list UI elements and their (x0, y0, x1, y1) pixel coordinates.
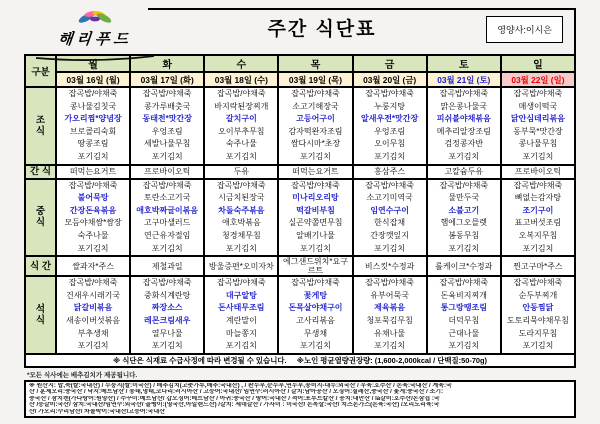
menu-item: 매생이떡국 (518, 101, 558, 111)
menu-item: 중화식계란탕 (144, 290, 191, 300)
menu-item: 포기김치 (522, 243, 554, 253)
snack-cell: 홍삼주스 (353, 165, 427, 179)
menu-item: 간장돈육볶음 (69, 205, 117, 215)
page-title: 주간 식단표 (267, 19, 377, 40)
menu-item: 토란소고기국 (144, 193, 191, 203)
menu-item: 숙주나물 (77, 230, 109, 240)
menu-item: 숙주나물 (225, 139, 257, 149)
date-row (25, 72, 575, 87)
menu-item: 꽃게탕 (303, 290, 328, 300)
menu-item: 피쉬볼야채볶음 (436, 114, 491, 124)
menu-item: 세발나물무침 (144, 139, 191, 149)
corner-label: 구분 (25, 55, 56, 87)
menu-item: 감자떡완자조림 (288, 126, 343, 136)
menu-item: 유부어묵국 (370, 290, 409, 300)
menu-item: 포기김치 (300, 243, 331, 253)
menu-item: 알배기나물 (296, 230, 335, 240)
menu-item: 돈사태무조림 (218, 303, 265, 313)
meal-cell (278, 87, 352, 165)
menu-item: 잡곡밥/야채죽 (513, 89, 563, 98)
meal-cell (204, 276, 278, 354)
menu-item: 알새우전*맛간장 (361, 114, 419, 124)
day-header: 금 (353, 55, 427, 72)
menu-item: 포기김치 (225, 341, 257, 351)
row-meal (25, 276, 575, 354)
menu-item: 포기김치 (151, 243, 183, 253)
menu-item: 더덕무침 (448, 315, 480, 325)
menu-item: 콩나물무침 (518, 139, 558, 149)
menu-item: 포기김치 (374, 341, 406, 351)
menu-item: 표고버섯조림 (514, 218, 562, 228)
menu-item: 잡곡밥/야채죽 (291, 89, 340, 98)
menu-item: 고사리볶음 (296, 315, 335, 325)
menu-item: 불어묵탕 (77, 193, 109, 203)
snack-cell: 찐고구마*주스 (501, 256, 575, 276)
meal-cell (278, 276, 352, 354)
menu-item: 맑은콩나물국 (440, 101, 487, 111)
logo (30, 9, 160, 67)
logo-underline-icon (34, 55, 156, 62)
menu-item: 근대나물 (448, 328, 480, 338)
menu-item: 포기김치 (77, 341, 109, 351)
menu-item: 포기김치 (448, 341, 480, 351)
meal-cell (427, 276, 501, 354)
menu-item: 마늘쫑지 (225, 328, 257, 338)
menu-item: 잡곡밥/야채죽 (365, 180, 414, 190)
menu-item: 닭갈비볶음 (73, 303, 113, 313)
meal-cell (204, 87, 278, 165)
menu-item: 잡곡밥/야채죽 (68, 180, 118, 190)
date-cell: 03월 16일 (월) (56, 72, 130, 87)
snack-cell: 방울증편*오미자차 (204, 256, 278, 276)
menu-item: 바지락된장찌개 (214, 101, 269, 111)
snack-cell: 두유 (204, 165, 278, 179)
meal-cell (501, 87, 575, 165)
origin-line: ※ 원산지: 밥,죽(쌀:국내산) / 누룽지(쌀:미국산) / 배추김치(고춧가루,배추:국내산) , / 판두부,순두부,연두부,콩비지-대두:외국산 / 우육:호주산 / 돈육:국내산 / 계육:국 (29, 382, 452, 389)
menu-item: 청포묵김무침 (366, 315, 413, 325)
day-header: 토 (427, 55, 501, 72)
snack-cell: 롤케이크*수정과 (427, 256, 501, 276)
meal-cell (427, 179, 501, 257)
menu-item: 간장깻잎지 (370, 230, 409, 240)
menu-item: 포기김치 (448, 151, 480, 161)
meal-cell (278, 179, 352, 257)
origin-line: 산/ 가오리:수리남산/ 차돌박이:국내산/고등어:국내산 (29, 408, 166, 415)
menu-item: 돈목살야채구이 (288, 303, 343, 313)
meal-cell (501, 276, 575, 354)
menu-item: 잡곡밥/야채죽 (217, 89, 266, 98)
snack-cell: 떠먹는요거트 (278, 165, 352, 179)
row-snack2 (25, 256, 575, 276)
menu-item: 잡곡밥/야채죽 (68, 278, 118, 288)
menu-item: 오이부추무침 (218, 126, 265, 136)
menu-item: 잡곡밥/야채죽 (513, 180, 563, 190)
meal-cell (130, 87, 204, 165)
day-header: 수 (204, 55, 278, 72)
meal-cell (130, 276, 204, 354)
day-header: 화 (130, 55, 204, 72)
date-cell: 03월 19일 (목) (278, 72, 352, 87)
date-cell: 03월 17일 (화) (130, 72, 204, 87)
row-meal (25, 179, 575, 257)
row-label: 조 식 (25, 87, 56, 165)
menu-item: 포기김치 (225, 243, 257, 253)
menu-item: 포기김치 (225, 151, 257, 161)
menu-item: 임연수구이 (370, 205, 409, 215)
menu-item: 안동찜닭 (522, 303, 554, 313)
menu-item: 대구알탕 (225, 290, 257, 300)
menu-item: 차돌숙주볶음 (218, 205, 265, 215)
menu-item: 애호박짜글이볶음 (136, 205, 199, 215)
menu-item: 콩가루배춧국 (144, 101, 191, 111)
menu-item: 포기김치 (374, 151, 406, 161)
menu-item: 포기김치 (151, 341, 183, 351)
date-cell: 03월 18일 (수) (204, 72, 278, 87)
menu-item: 돈육비지찌개 (440, 290, 487, 300)
menu-item: 짜장소스 (151, 303, 183, 313)
menu-item: 순두부찌개 (518, 290, 558, 300)
meal-cell (353, 87, 427, 165)
dietitian-label: 영양사:이시은 (497, 25, 552, 35)
logo-flower-icon (75, 9, 115, 24)
snack-cell: 프로바이오틱 (501, 165, 575, 179)
snack-cell: 쌀과자*주스 (56, 256, 130, 276)
menu-item: 소고기해장국 (292, 101, 339, 111)
row-label: 식 간 (25, 256, 56, 276)
menu-table (24, 54, 576, 368)
snack-cell: 프로바이오틱 (130, 165, 204, 179)
menu-item: 쌈다시마*초장 (290, 139, 341, 149)
day-header: 목 (278, 55, 352, 72)
menu-item: 모듬야채쌈*쌈장 (64, 218, 122, 228)
menu-item: 시금치된장국 (218, 193, 265, 203)
menu-item: 소고기미역국 (366, 193, 413, 203)
menu-item: 고구마샐러드 (144, 218, 191, 228)
snack-cell: 비스킷*수정과 (353, 256, 427, 276)
meal-cell (501, 179, 575, 257)
menu-item: 조기구이 (522, 205, 554, 215)
meal-cell (204, 179, 278, 257)
menu-item: 연근유자절임 (144, 230, 191, 240)
menu-item: 유채나물 (374, 328, 406, 338)
menu-item: 뼈없는감자탕 (514, 193, 562, 203)
day-header: 월 (56, 55, 130, 72)
menu-item: 땅콩조림 (77, 139, 109, 149)
row-label: 간 식 (25, 165, 56, 179)
meal-cell (353, 276, 427, 354)
origin-line: 산 /등갈비:국산/ 삼치:국내산/임연수:외국산/ 골뱅이:(영국산,아일랜드산) /갈치: 세네갈산 / 가자미 : 미국산/ 돈목살:국산/ 치즈돈가스(돈육:국산) /오리도리육:국 (29, 402, 440, 409)
menu-item: 누룽지탕 (374, 101, 406, 111)
date-cell: 03월 20일 (금) (353, 72, 427, 87)
row-snack (25, 165, 575, 179)
meal-cell (130, 179, 204, 257)
snack-cell: 제철과일 (130, 256, 204, 276)
menu-item: 건새우시래기국 (66, 290, 121, 300)
menu-item: 청경채무침 (222, 230, 261, 240)
menu-item: 새송이버섯볶음 (66, 315, 121, 325)
meal-cell (56, 179, 130, 257)
row-meal (25, 87, 575, 165)
menu-item: 도라지무침 (518, 328, 558, 338)
menu-item: 고등어구이 (296, 114, 335, 124)
menu-item: 동태전*맛간장 (142, 114, 192, 124)
menu-item: 포기김치 (374, 243, 406, 253)
menu-item: 포기김치 (448, 243, 480, 253)
origin-line: 산 / 훈제오리:중국산 / 낙지:베트남산 / 동태,명태,코다리:러시아산 / 고등어:국내산/ 임연수:러시아산 / 갈치:남아공산 / 오징어:칠레산,중국산 / 꽃게:중국산 / 조기: (29, 389, 444, 396)
meal-cell (56, 87, 130, 165)
snack-cell: 고칼슘두유 (427, 165, 501, 179)
dietitian-box (486, 16, 563, 43)
menu-item: 닭안심데리볶음 (510, 114, 565, 124)
menu-item: 잡곡밥/야채죽 (365, 89, 414, 98)
menu-item: 레몬크림새우 (144, 315, 191, 325)
menu-item: 소불고기 (448, 205, 480, 215)
menu-item: 오이무침 (374, 139, 406, 149)
menu-item: 잡곡밥/야채죽 (217, 180, 266, 190)
menu-item: 애호박볶음 (222, 218, 261, 228)
menu-item: 부추생채 (77, 328, 109, 338)
menu-item: 우엉조림 (374, 126, 406, 136)
snack-cell: 에그샌드위치*요구르트 (278, 256, 352, 276)
menu-item: 포기김치 (300, 341, 331, 351)
origin-box (24, 380, 576, 419)
menu-item: 잡곡밥/야채죽 (439, 278, 489, 288)
menu-item: 미나리오리탕 (292, 193, 339, 203)
menu-item: 통그랑땡조림 (440, 303, 487, 313)
menu-item: 도토리묵야채무침 (507, 315, 569, 325)
menu-item: 잡곡밥/야채죽 (291, 180, 340, 190)
menu-item: 포기김치 (77, 151, 109, 161)
menu-item: 햄에그오믈렛 (440, 218, 487, 228)
menu-item: 무생채 (303, 328, 328, 338)
menu-item: 우엉조림 (151, 126, 183, 136)
menu-item: 잡곡밥/야채죽 (142, 89, 192, 98)
kimchi-note: *모든 식사에는 배추김치가 제공됩니다. (27, 371, 138, 379)
menu-item: 검정콩자반 (444, 139, 484, 149)
menu-item: 한식잡채 (374, 218, 406, 228)
menu-item: 잡곡밥/야채죽 (439, 180, 489, 190)
menu-item: 브로콜리숙회 (69, 126, 117, 136)
menu-item: 잡곡밥/야채죽 (68, 89, 118, 98)
menu-item: 잡곡밥/야채죽 (217, 278, 266, 288)
menu-item: 포기김치 (151, 151, 183, 161)
origin-line: 중국산 / 참치캔(가다랑어:원양산) / 주꾸미:베트남산/ 갑오징어:베트남산 / 아귀:중국산 / 방어:국내산 / 적어:포루트칼산 / 꽁치:대만산 / la갈비:호주산/돈삼겹 :국 (29, 395, 440, 402)
menu-item: 잡곡밥/야채죽 (142, 180, 192, 190)
menu-item: 잡곡밥/야채죽 (439, 89, 489, 98)
menu-item: 동부묵*맛간장 (513, 126, 563, 136)
day-header: 일 (501, 55, 575, 72)
row-label: 중 식 (25, 179, 56, 257)
menu-item: 오복지무침 (518, 230, 558, 240)
menu-item: 포기김치 (77, 243, 109, 253)
menu-item: 잡곡밥/야채죽 (291, 278, 340, 288)
menu-item: 물만두국 (448, 193, 480, 203)
menu-item: 가오리찜*양념장 (64, 114, 122, 124)
meal-cell (427, 87, 501, 165)
meal-cell (56, 276, 130, 354)
menu-item: 잡곡밥/야채죽 (513, 278, 563, 288)
menu-item: 제육볶음 (374, 303, 406, 313)
notice-text: ※ 식단은 식재료 수급사정에 따라 변경될 수 있습니다. ※노인 평균열량권장량: (1,600-2,000kcal / 단백질:50-70g) (25, 354, 575, 367)
menu-item: 메추리알장조림 (436, 126, 491, 136)
snack-cell: 떠먹는요거트 (56, 165, 130, 179)
menu-item: 콩나물김칫국 (69, 101, 117, 111)
menu-item: 열무나물 (151, 328, 183, 338)
date-cell: 03월 21일 (토) (427, 72, 501, 87)
date-cell: 03월 22일 (일) (501, 72, 575, 87)
menu-item: 떡갈비부침 (296, 205, 335, 215)
menu-item: 계란말이 (225, 315, 257, 325)
meal-cell (353, 179, 427, 257)
menu-item: 갈치구이 (225, 114, 257, 124)
menu-item: 포기김치 (522, 341, 554, 351)
menu-item: 잡곡밥/야채죽 (142, 278, 192, 288)
menu-item: 잡곡밥/야채죽 (365, 278, 414, 288)
menu-item: 봄동무침 (448, 230, 480, 240)
row-label: 석 식 (25, 276, 56, 354)
menu-item: 포기김치 (300, 151, 331, 161)
menu-item: 포기김치 (522, 151, 554, 161)
notice-row (25, 354, 575, 367)
logo-text: 해리푸드 (57, 31, 133, 48)
menu-item: 실곤약쫄면무침 (288, 218, 343, 228)
